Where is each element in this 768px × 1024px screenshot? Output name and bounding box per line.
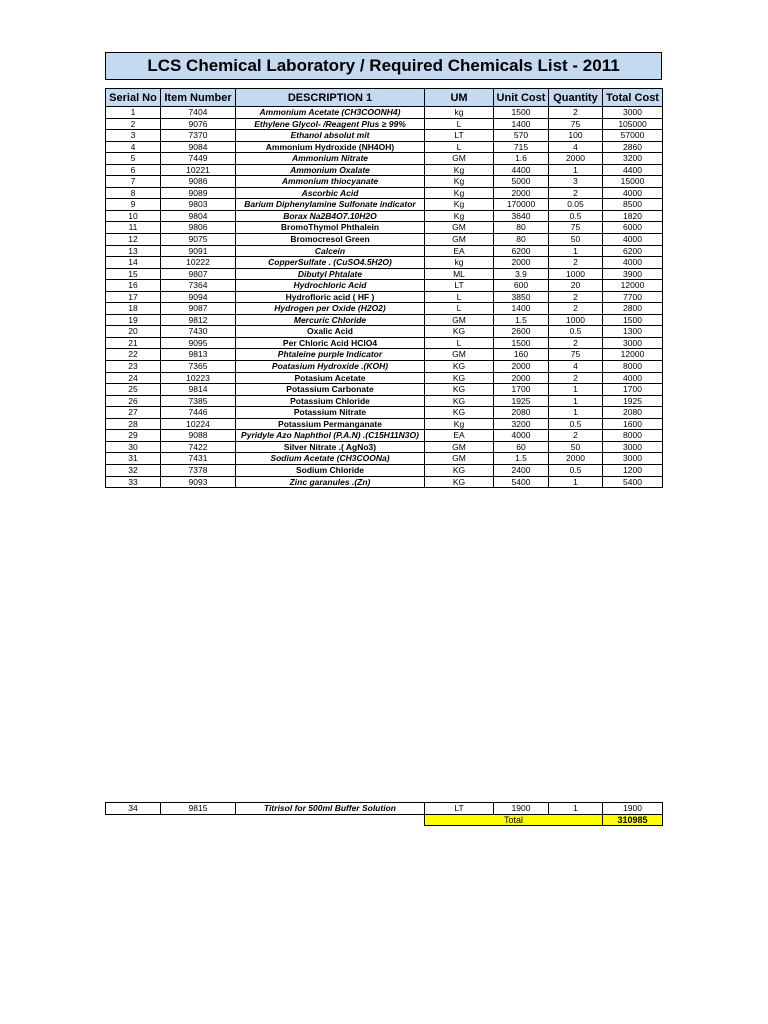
cell-description: Ethanol absolut mit — [236, 130, 425, 142]
cell-unit-cost: 170000 — [494, 199, 549, 211]
cell-serial-no: 34 — [106, 803, 161, 815]
cell-serial-no: 1 — [106, 107, 161, 119]
table-row — [106, 280, 663, 292]
cell-item-number: 7404 — [161, 107, 236, 119]
cell-description: Ammonium Hydroxide (NH4OH) — [236, 141, 425, 153]
cell-description: Sodium Chloride — [236, 464, 425, 476]
cell-description: Phtaleine purple Indicator — [236, 349, 425, 361]
cell-unit-cost: 1400 — [494, 118, 549, 130]
cell-quantity: 75 — [549, 118, 603, 130]
cell-total-cost: 2860 — [603, 141, 663, 153]
cell-item-number: 7430 — [161, 326, 236, 338]
table-row — [106, 384, 663, 396]
cell-item-number: 9803 — [161, 199, 236, 211]
table-row — [106, 257, 663, 269]
cell-um: kg — [425, 107, 494, 119]
cell-unit-cost: 2400 — [494, 464, 549, 476]
cell-um: EA — [425, 430, 494, 442]
cell-serial-no: 27 — [106, 407, 161, 419]
cell-unit-cost: 1700 — [494, 384, 549, 396]
cell-unit-cost: 60 — [494, 441, 549, 453]
cell-description: Ammonium Acetate (CH3COONH4) — [236, 107, 425, 119]
cell-description: Mercuric Chloride — [236, 314, 425, 326]
cell-description: Ammonium Oxalate — [236, 164, 425, 176]
table-row — [106, 176, 663, 188]
cell-serial-no: 30 — [106, 441, 161, 453]
cell-description: Potassium Nitrate — [236, 407, 425, 419]
cell-item-number: 7422 — [161, 441, 236, 453]
cell-um: KG — [425, 372, 494, 384]
cell-serial-no: 32 — [106, 464, 161, 476]
cell-item-number: 7364 — [161, 280, 236, 292]
cell-serial-no: 31 — [106, 453, 161, 465]
table-row — [106, 210, 663, 222]
cell-serial-no: 33 — [106, 476, 161, 488]
cell-total-cost: 8500 — [603, 199, 663, 211]
total-label: Total — [425, 814, 603, 826]
table-row — [106, 245, 663, 257]
cell-unit-cost: 4000 — [494, 430, 549, 442]
cell-item-number: 9093 — [161, 476, 236, 488]
cell-item-number: 10221 — [161, 164, 236, 176]
cell-total-cost: 2080 — [603, 407, 663, 419]
cell-description: Potassium Chloride — [236, 395, 425, 407]
table-row — [106, 153, 663, 165]
cell-item-number: 7385 — [161, 395, 236, 407]
table-row — [106, 222, 663, 234]
cell-um: L — [425, 337, 494, 349]
cell-item-number: 9089 — [161, 187, 236, 199]
cell-serial-no: 4 — [106, 141, 161, 153]
cell-total-cost: 1300 — [603, 326, 663, 338]
cell-serial-no: 18 — [106, 303, 161, 315]
cell-quantity: 3 — [549, 176, 603, 188]
cell-serial-no: 22 — [106, 349, 161, 361]
cell-unit-cost: 1.5 — [494, 453, 549, 465]
cell-description: BromoThymol Phthalein — [236, 222, 425, 234]
cell-quantity: 1 — [549, 164, 603, 176]
cell-total-cost: 3000 — [603, 337, 663, 349]
cell-item-number: 9813 — [161, 349, 236, 361]
cell-item-number: 9807 — [161, 268, 236, 280]
cell-um: GM — [425, 453, 494, 465]
cell-um: KG — [425, 407, 494, 419]
cell-description: Potasium Acetate — [236, 372, 425, 384]
cell-um: ML — [425, 268, 494, 280]
table-row — [106, 372, 663, 384]
cell-quantity: 4 — [549, 141, 603, 153]
cell-serial-no: 25 — [106, 384, 161, 396]
cell-description: Oxalic Acid — [236, 326, 425, 338]
table-row — [106, 407, 663, 419]
cell-total-cost: 7700 — [603, 291, 663, 303]
cell-item-number: 7365 — [161, 361, 236, 373]
cell-um: GM — [425, 153, 494, 165]
cell-item-number: 9088 — [161, 430, 236, 442]
cell-um: KG — [425, 476, 494, 488]
cell-description: Pyridyle Azo Naphthol (P.A.N) .(C15H11N3O) — [236, 430, 425, 442]
cell-um: GM — [425, 314, 494, 326]
header-serial-no: Serial No — [106, 89, 161, 107]
cell-total-cost: 105000 — [603, 118, 663, 130]
cell-quantity: 75 — [549, 349, 603, 361]
cell-item-number: 9086 — [161, 176, 236, 188]
cell-unit-cost: 5400 — [494, 476, 549, 488]
cell-um: GM — [425, 234, 494, 246]
cell-um: L — [425, 303, 494, 315]
cell-unit-cost: 1.6 — [494, 153, 549, 165]
cell-item-number: 9084 — [161, 141, 236, 153]
cell-item-number: 9094 — [161, 291, 236, 303]
cell-item-number: 10224 — [161, 418, 236, 430]
cell-total-cost: 57000 — [603, 130, 663, 142]
cell-um: kg — [425, 257, 494, 269]
cell-serial-no: 5 — [106, 153, 161, 165]
cell-unit-cost: 4400 — [494, 164, 549, 176]
cell-serial-no: 20 — [106, 326, 161, 338]
cell-unit-cost: 80 — [494, 234, 549, 246]
cell-serial-no: 29 — [106, 430, 161, 442]
cell-total-cost: 1700 — [603, 384, 663, 396]
table-row — [106, 187, 663, 199]
cell-um: KG — [425, 361, 494, 373]
cell-item-number: 9091 — [161, 245, 236, 257]
cell-quantity: 4 — [549, 361, 603, 373]
cell-quantity: 2 — [549, 337, 603, 349]
cell-serial-no: 10 — [106, 210, 161, 222]
cell-unit-cost: 3850 — [494, 291, 549, 303]
cell-um: GM — [425, 222, 494, 234]
cell-serial-no: 9 — [106, 199, 161, 211]
cell-quantity: 2 — [549, 430, 603, 442]
cell-um: L — [425, 141, 494, 153]
cell-total-cost: 1925 — [603, 395, 663, 407]
cell-total-cost: 4000 — [603, 187, 663, 199]
cell-description: Bromocresol Green — [236, 234, 425, 246]
table-row — [106, 418, 663, 430]
table-row — [106, 107, 663, 119]
cell-description: Hydrogen per Oxide (H2O2) — [236, 303, 425, 315]
cell-serial-no: 8 — [106, 187, 161, 199]
cell-um: Kg — [425, 418, 494, 430]
cell-quantity: 1000 — [549, 268, 603, 280]
cell-quantity: 50 — [549, 234, 603, 246]
cell-unit-cost: 160 — [494, 349, 549, 361]
cell-unit-cost: 1500 — [494, 107, 549, 119]
cell-description: Zinc garanules .(Zn) — [236, 476, 425, 488]
cell-total-cost: 3000 — [603, 453, 663, 465]
cell-description: Calcein — [236, 245, 425, 257]
empty-cell — [161, 814, 236, 826]
cell-total-cost: 4000 — [603, 372, 663, 384]
cell-unit-cost: 1.5 — [494, 314, 549, 326]
cell-unit-cost: 3640 — [494, 210, 549, 222]
header-unit-cost: Unit Cost — [494, 89, 549, 107]
table-row — [106, 164, 663, 176]
cell-serial-no: 24 — [106, 372, 161, 384]
table-row — [106, 130, 663, 142]
cell-unit-cost: 600 — [494, 280, 549, 292]
cell-item-number: 9087 — [161, 303, 236, 315]
cell-um: KG — [425, 326, 494, 338]
cell-quantity: 0.5 — [549, 464, 603, 476]
cell-description: Hydrochloric Acid — [236, 280, 425, 292]
table-row — [106, 199, 663, 211]
cell-item-number: 9806 — [161, 222, 236, 234]
extra-table — [105, 802, 663, 826]
cell-description: Titrisol for 500ml Buffer Solution — [236, 803, 425, 815]
cell-um: Kg — [425, 164, 494, 176]
table-row — [106, 303, 663, 315]
cell-total-cost: 3900 — [603, 268, 663, 280]
cell-quantity: 2 — [549, 303, 603, 315]
cell-description: Ammonium thiocyanate — [236, 176, 425, 188]
cell-unit-cost: 715 — [494, 141, 549, 153]
header-description: DESCRIPTION 1 — [236, 89, 425, 107]
table-row — [106, 326, 663, 338]
cell-item-number: 10223 — [161, 372, 236, 384]
cell-quantity: 1 — [549, 245, 603, 257]
cell-unit-cost: 2000 — [494, 361, 549, 373]
cell-total-cost: 2800 — [603, 303, 663, 315]
cell-item-number: 7370 — [161, 130, 236, 142]
table-row — [106, 361, 663, 373]
cell-total-cost: 8000 — [603, 361, 663, 373]
cell-um: Kg — [425, 199, 494, 211]
cell-total-cost: 3200 — [603, 153, 663, 165]
cell-total-cost: 6200 — [603, 245, 663, 257]
cell-quantity: 1 — [549, 384, 603, 396]
table-row — [106, 430, 663, 442]
cell-quantity: 2 — [549, 257, 603, 269]
cell-total-cost: 1200 — [603, 464, 663, 476]
cell-quantity: 0.5 — [549, 210, 603, 222]
cell-um: KG — [425, 395, 494, 407]
page-title: LCS Chemical Laboratory / Required Chemicals List - 2011 — [105, 52, 662, 80]
cell-um: GM — [425, 441, 494, 453]
cell-quantity: 2000 — [549, 453, 603, 465]
cell-unit-cost: 2600 — [494, 326, 549, 338]
cell-item-number: 7449 — [161, 153, 236, 165]
cell-description: Barium Diphenylamine Sulfonate indicator — [236, 199, 425, 211]
cell-quantity: 1 — [549, 476, 603, 488]
cell-um: Kg — [425, 187, 494, 199]
cell-quantity: 1 — [549, 395, 603, 407]
cell-total-cost: 3000 — [603, 441, 663, 453]
total-value: 310985 — [603, 814, 663, 826]
cell-item-number: 7378 — [161, 464, 236, 476]
cell-total-cost: 1500 — [603, 314, 663, 326]
cell-serial-no: 7 — [106, 176, 161, 188]
cell-unit-cost: 1400 — [494, 303, 549, 315]
cell-quantity: 2 — [549, 291, 603, 303]
cell-total-cost: 1600 — [603, 418, 663, 430]
cell-serial-no: 28 — [106, 418, 161, 430]
table-row — [106, 453, 663, 465]
cell-description: CopperSulfate . (CuSO4.5H2O) — [236, 257, 425, 269]
cell-quantity: 1 — [549, 407, 603, 419]
cell-item-number: 9815 — [161, 803, 236, 815]
cell-serial-no: 6 — [106, 164, 161, 176]
cell-quantity: 2 — [549, 107, 603, 119]
table-row — [106, 464, 663, 476]
cell-serial-no: 12 — [106, 234, 161, 246]
cell-serial-no: 17 — [106, 291, 161, 303]
empty-cell — [106, 814, 161, 826]
cell-total-cost: 3000 — [603, 107, 663, 119]
cell-item-number: 9075 — [161, 234, 236, 246]
table-header-row — [106, 89, 663, 107]
table-row — [106, 234, 663, 246]
cell-total-cost: 4000 — [603, 234, 663, 246]
cell-item-number: 9814 — [161, 384, 236, 396]
cell-item-number: 7431 — [161, 453, 236, 465]
table-row — [106, 314, 663, 326]
cell-description: Potassium Carbonate — [236, 384, 425, 396]
header-total-cost: Total Cost — [603, 89, 663, 107]
cell-quantity: 75 — [549, 222, 603, 234]
cell-quantity: 2 — [549, 372, 603, 384]
cell-unit-cost: 1925 — [494, 395, 549, 407]
table-row — [106, 803, 663, 815]
cell-description: Poatasium Hydroxide .(KOH) — [236, 361, 425, 373]
cell-unit-cost: 2000 — [494, 187, 549, 199]
cell-quantity: 0.05 — [549, 199, 603, 211]
empty-cell — [236, 814, 425, 826]
cell-description: Per Chloric Acid HClO4 — [236, 337, 425, 349]
cell-quantity: 20 — [549, 280, 603, 292]
cell-um: LT — [425, 280, 494, 292]
table-row — [106, 476, 663, 488]
cell-item-number: 10222 — [161, 257, 236, 269]
cell-total-cost: 12000 — [603, 349, 663, 361]
cell-description: Potassium Permanganate — [236, 418, 425, 430]
table-row — [106, 291, 663, 303]
cell-serial-no: 2 — [106, 118, 161, 130]
cell-serial-no: 21 — [106, 337, 161, 349]
cell-quantity: 2 — [549, 187, 603, 199]
table-row — [106, 395, 663, 407]
cell-item-number: 7446 — [161, 407, 236, 419]
cell-serial-no: 3 — [106, 130, 161, 142]
chemicals-table — [105, 88, 663, 488]
cell-unit-cost: 1900 — [494, 803, 549, 815]
cell-description: Ethylene Glycol- /Reagent Plus ≥ 99% — [236, 118, 425, 130]
cell-serial-no: 11 — [106, 222, 161, 234]
cell-item-number: 9812 — [161, 314, 236, 326]
cell-um: KG — [425, 384, 494, 396]
cell-serial-no: 19 — [106, 314, 161, 326]
table-row — [106, 268, 663, 280]
cell-total-cost: 1820 — [603, 210, 663, 222]
cell-unit-cost: 1500 — [494, 337, 549, 349]
cell-item-number: 9076 — [161, 118, 236, 130]
cell-total-cost: 12000 — [603, 280, 663, 292]
cell-um: Kg — [425, 210, 494, 222]
cell-quantity: 100 — [549, 130, 603, 142]
cell-um: KG — [425, 464, 494, 476]
header-um: UM — [425, 89, 494, 107]
cell-quantity: 50 — [549, 441, 603, 453]
cell-description: Ascorbic Acid — [236, 187, 425, 199]
cell-total-cost: 4400 — [603, 164, 663, 176]
cell-description: Silver Nitrate .( AgNo3) — [236, 441, 425, 453]
cell-unit-cost: 5000 — [494, 176, 549, 188]
cell-serial-no: 23 — [106, 361, 161, 373]
cell-quantity: 0.5 — [549, 326, 603, 338]
cell-description: Borax Na2B4O7.10H2O — [236, 210, 425, 222]
cell-quantity: 1000 — [549, 314, 603, 326]
cell-um: LT — [425, 130, 494, 142]
cell-serial-no: 15 — [106, 268, 161, 280]
header-item-number: Item Number — [161, 89, 236, 107]
cell-total-cost: 1900 — [603, 803, 663, 815]
cell-serial-no: 16 — [106, 280, 161, 292]
cell-unit-cost: 2000 — [494, 257, 549, 269]
table-row — [106, 441, 663, 453]
cell-serial-no: 26 — [106, 395, 161, 407]
cell-unit-cost: 6200 — [494, 245, 549, 257]
total-row — [106, 814, 663, 826]
cell-total-cost: 6000 — [603, 222, 663, 234]
cell-quantity: 1 — [549, 803, 603, 815]
cell-total-cost: 5400 — [603, 476, 663, 488]
cell-item-number: 9095 — [161, 337, 236, 349]
cell-description: Sodium Acetate (CH3COONa) — [236, 453, 425, 465]
cell-um: L — [425, 118, 494, 130]
cell-total-cost: 15000 — [603, 176, 663, 188]
cell-unit-cost: 2080 — [494, 407, 549, 419]
cell-unit-cost: 570 — [494, 130, 549, 142]
cell-um: Kg — [425, 176, 494, 188]
cell-description: Dibutyl Phtalate — [236, 268, 425, 280]
cell-total-cost: 8000 — [603, 430, 663, 442]
cell-unit-cost: 80 — [494, 222, 549, 234]
cell-unit-cost: 3.9 — [494, 268, 549, 280]
cell-quantity: 0.5 — [549, 418, 603, 430]
table-row — [106, 337, 663, 349]
cell-um: LT — [425, 803, 494, 815]
cell-um: EA — [425, 245, 494, 257]
cell-serial-no: 14 — [106, 257, 161, 269]
cell-serial-no: 13 — [106, 245, 161, 257]
cell-description: Ammonium Nitrate — [236, 153, 425, 165]
cell-unit-cost: 2000 — [494, 372, 549, 384]
table-body — [106, 107, 663, 488]
table-row — [106, 349, 663, 361]
cell-item-number: 9804 — [161, 210, 236, 222]
table-row — [106, 141, 663, 153]
cell-um: GM — [425, 349, 494, 361]
cell-quantity: 2000 — [549, 153, 603, 165]
cell-description: Hydrofloric acid ( HF ) — [236, 291, 425, 303]
cell-unit-cost: 3200 — [494, 418, 549, 430]
table-row — [106, 118, 663, 130]
header-quantity: Quantity — [549, 89, 603, 107]
cell-total-cost: 4000 — [603, 257, 663, 269]
cell-um: L — [425, 291, 494, 303]
